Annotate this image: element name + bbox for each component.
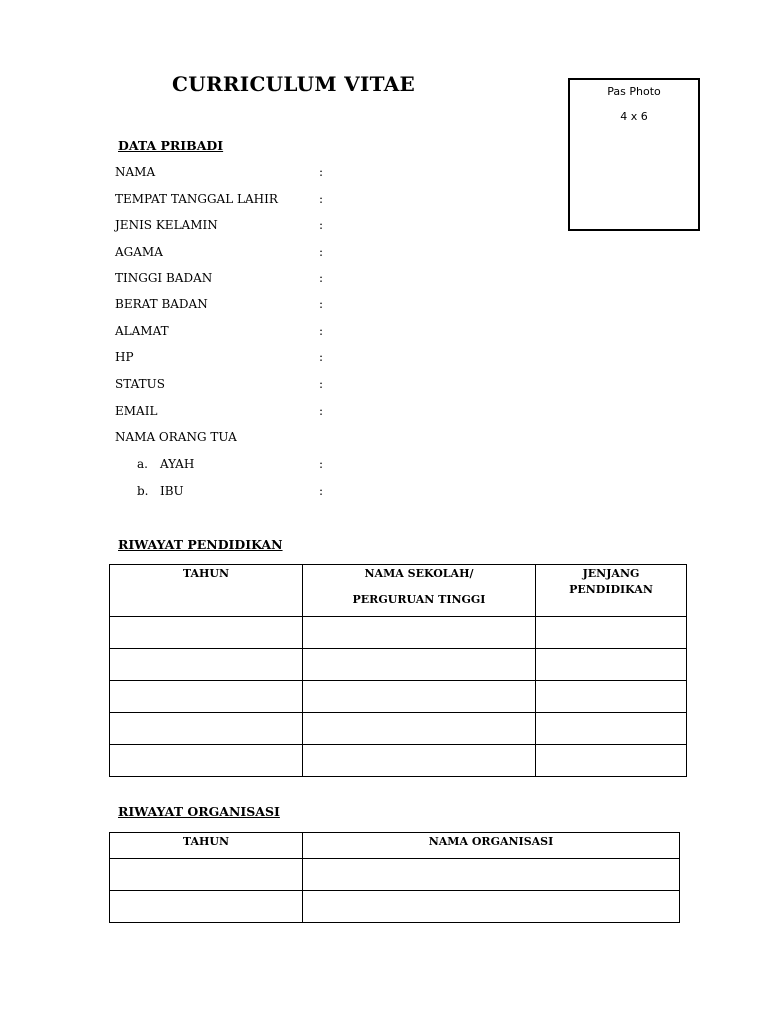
field-label: NAMA ORANG TUA: [115, 430, 237, 444]
table-cell[interactable]: [303, 681, 536, 713]
table-header-row: [110, 833, 680, 859]
table-row: [110, 617, 687, 649]
header-text: [536, 565, 686, 598]
section-heading-riwayat-organisasi: RIWAYAT ORGANISASI: [118, 804, 280, 819]
field-colon: :: [319, 218, 324, 232]
table-row: [110, 745, 687, 777]
field-colon: :: [319, 192, 324, 206]
table-cell[interactable]: [303, 859, 680, 891]
column-header-tahun: [110, 565, 303, 617]
column-header-jenjang-pendidikan: [536, 565, 687, 617]
table-cell[interactable]: [110, 713, 303, 745]
field-label: TEMPAT TANGGAL LAHIR: [115, 192, 278, 206]
table-cell[interactable]: [303, 617, 536, 649]
field-colon: :: [319, 324, 324, 338]
field-label: ALAMAT: [115, 324, 169, 338]
header-text: TAHUN: [182, 567, 230, 580]
table-cell[interactable]: [110, 617, 303, 649]
education-table: [109, 564, 687, 777]
field-colon: :: [319, 457, 324, 471]
field-label: BERAT BADAN: [115, 297, 208, 311]
section-heading-riwayat-pendidikan: RIWAYAT PENDIDIKAN: [118, 537, 283, 552]
field-row-nama-orang-tua: [115, 430, 415, 448]
header-text-line: NAMA SEKOLAH/: [364, 567, 474, 580]
header-text-line: PENDIDIKAN: [569, 583, 653, 596]
field-row-nama: [115, 165, 415, 183]
organization-table: [109, 832, 680, 923]
table-cell[interactable]: [110, 891, 303, 923]
field-colon: :: [319, 404, 324, 418]
table-cell[interactable]: [536, 649, 687, 681]
header-text-line: JENJANG: [582, 567, 640, 580]
table-cell[interactable]: [536, 713, 687, 745]
table-cell[interactable]: [536, 745, 687, 777]
table-cell[interactable]: [536, 681, 687, 713]
field-label: HP: [115, 350, 134, 364]
document-title: CURRICULUM VITAE: [172, 72, 416, 96]
field-row-hp: [115, 350, 415, 368]
field-colon: :: [319, 377, 324, 391]
table-cell[interactable]: [110, 859, 303, 891]
field-row-agama: [115, 245, 415, 263]
table-cell[interactable]: [536, 617, 687, 649]
field-label: NAMA: [115, 165, 156, 179]
table-row: [110, 859, 680, 891]
column-header-nama-organisasi: [303, 833, 680, 859]
field-row-email: [115, 404, 415, 422]
column-header-tahun: [110, 833, 303, 859]
field-colon: :: [319, 245, 324, 259]
field-label: JENIS KELAMIN: [115, 218, 218, 232]
field-row-alamat: [115, 324, 415, 342]
field-row-ibu: [115, 484, 415, 502]
table-row: [110, 713, 687, 745]
field-row-tempat-tanggal-lahir: [115, 192, 415, 210]
field-colon: :: [319, 271, 324, 285]
table-cell[interactable]: [303, 649, 536, 681]
table-cell[interactable]: [303, 891, 680, 923]
photo-size-label: 4 x 6: [620, 110, 648, 123]
header-text-line: PERGURUAN TINGGI: [352, 593, 486, 606]
list-marker: a.: [137, 457, 148, 471]
list-marker: b.: [137, 484, 149, 498]
table-row: [110, 649, 687, 681]
field-label: EMAIL: [115, 404, 158, 418]
column-header-nama-sekolah: [303, 565, 536, 617]
field-colon: :: [319, 165, 324, 179]
field-label: STATUS: [115, 377, 165, 391]
field-label: IBU: [160, 484, 184, 498]
header-text: [303, 565, 535, 608]
field-colon: :: [319, 484, 324, 498]
table-header-row: [110, 565, 687, 617]
table-cell[interactable]: [110, 745, 303, 777]
table-row: [110, 891, 680, 923]
table-cell[interactable]: [110, 649, 303, 681]
header-text: NAMA ORGANISASI: [428, 835, 554, 848]
table-cell[interactable]: [110, 681, 303, 713]
field-row-ayah: [115, 457, 415, 475]
field-row-status: [115, 377, 415, 395]
photo-label: Pas Photo: [607, 85, 661, 98]
table-cell[interactable]: [303, 713, 536, 745]
field-colon: :: [319, 297, 324, 311]
field-label: TINGGI BADAN: [115, 271, 213, 285]
table-row: [110, 681, 687, 713]
field-label: AGAMA: [115, 245, 163, 259]
field-label: AYAH: [160, 457, 195, 471]
table-cell[interactable]: [303, 745, 536, 777]
field-colon: :: [319, 350, 324, 364]
field-row-jenis-kelamin: [115, 218, 415, 236]
field-row-berat-badan: [115, 297, 415, 315]
section-heading-data-pribadi: DATA PRIBADI: [118, 138, 224, 153]
header-text: TAHUN: [182, 835, 230, 848]
field-row-tinggi-badan: [115, 271, 415, 289]
photo-placeholder-box: [568, 78, 700, 231]
